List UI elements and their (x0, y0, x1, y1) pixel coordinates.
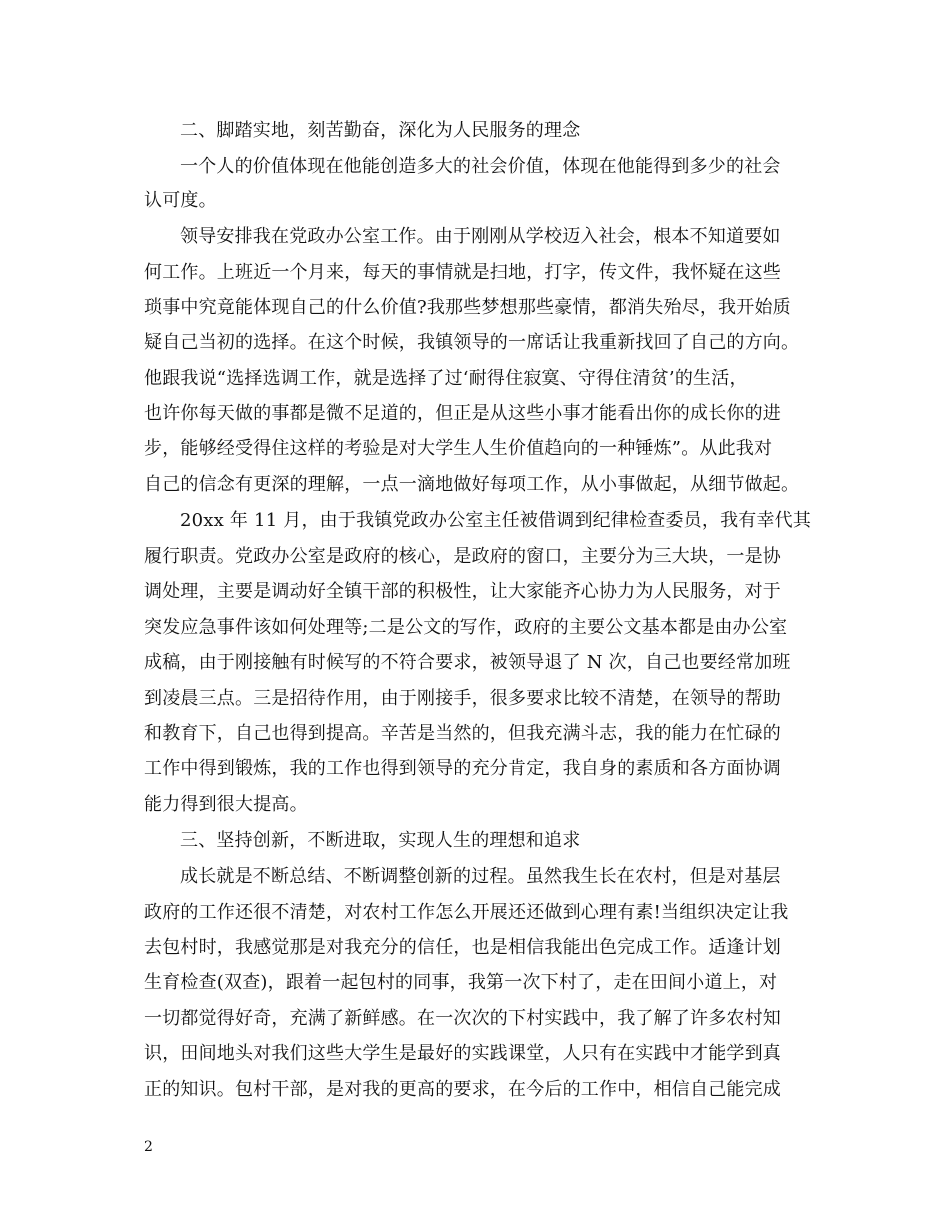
text-line: 能力得到很大提高。 (144, 794, 308, 815)
text-line: 领导安排我在党政办公室工作。由于刚刚从学校迈入社会，根本不知道要如 (180, 226, 781, 247)
text-line: 成稿，由于刚接触有时候写的不符合要求，被领导退了 N 次，自己也要经常加班 (144, 652, 791, 673)
text-line: 也许你每天做的事都是微不足道的，但正是从这些小事才能看出你的成长你的进 (144, 403, 781, 424)
text-line: 生育检查(双查)，跟着一起包村的同事，我第一次下村了，走在田间小道上，对 (144, 972, 778, 993)
text-line: 他跟我说“选择选调工作，就是选择了过‘耐得住寂寞、守得住清贫’的生活， (144, 368, 748, 389)
text-line: 一切都觉得好奇，充满了新鲜感。在一次次的下村实践中，我了解了许多农村知 (144, 1008, 781, 1029)
text-line: 三、坚持创新，不断进取，实现人生的理想和追求 (180, 830, 581, 851)
page-number: 2 (144, 1139, 153, 1155)
text-line: 疑自己当初的选择。在这个时候，我镇领导的一席话让我重新找回了自己的方向。 (144, 332, 800, 353)
text-line: 履行职责。党政办公室是政府的核心，是政府的窗口，主要分为三大块，一是协 (144, 546, 781, 567)
text-line: 去包村时，我感觉那是对我充分的信任，也是相信我能出色完成工作。适逢计划 (144, 937, 781, 958)
text-line: 认可度。 (144, 190, 217, 211)
text-line: 识，田间地头对我们这些大学生是最好的实践课堂，人只有在实践中才能学到真 (144, 1043, 781, 1064)
text-line: 正的知识。包村干部，是对我的更高的要求，在今后的工作中，相信自己能完成 (144, 1079, 781, 1100)
text-line: 琐事中究竟能体现自己的什么价值?我那些梦想那些豪情，都消失殆尽，我开始质 (144, 297, 791, 318)
text-line: 步，能够经受得住这样的考验是对大学生人生价值趋向的一种锤炼”。从此我对 (144, 438, 773, 459)
text-line: 20xx 年 11 月，由于我镇党政办公室主任被借调到纪律检查委员，我有幸代其 (180, 510, 812, 531)
text-line: 到凌晨三点。三是招待作用，由于刚接手，很多要求比较不清楚，在领导的帮助 (144, 688, 781, 709)
text-line: 二、脚踏实地，刻苦勤奋，深化为人民服务的理念 (180, 120, 581, 141)
text-line: 工作中得到锻炼，我的工作也得到领导的充分肯定，我自身的素质和各方面协调 (144, 758, 781, 779)
text-line: 和教育下，自己也得到提高。辛苦是当然的，但我充满斗志，我的能力在忙碌的 (144, 723, 781, 744)
text-line: 政府的工作还很不清楚，对农村工作怎么开展还还做到心理有素!当组织决定让我 (144, 902, 789, 923)
text-line: 何工作。上班近一个月来，每天的事情就是扫地，打字，传文件，我怀疑在这些 (144, 262, 781, 283)
text-line: 成长就是不断总结、不断调整创新的过程。虽然我生长在农村，但是对基层 (180, 866, 781, 887)
text-line: 调处理，主要是调动好全镇干部的积极性，让大家能齐心协力为人民服务，对于 (144, 581, 781, 602)
text-line: 自己的信念有更深的理解，一点一滴地做好每项工作，从小事做起，从细节做起。 (144, 474, 800, 495)
text-line: 突发应急事件该如何处理等;二是公文的写作，政府的主要公文基本都是由办公室 (144, 617, 788, 638)
text-line: 一个人的价值体现在他能创造多大的社会价值，体现在他能得到多少的社会 (180, 156, 781, 177)
